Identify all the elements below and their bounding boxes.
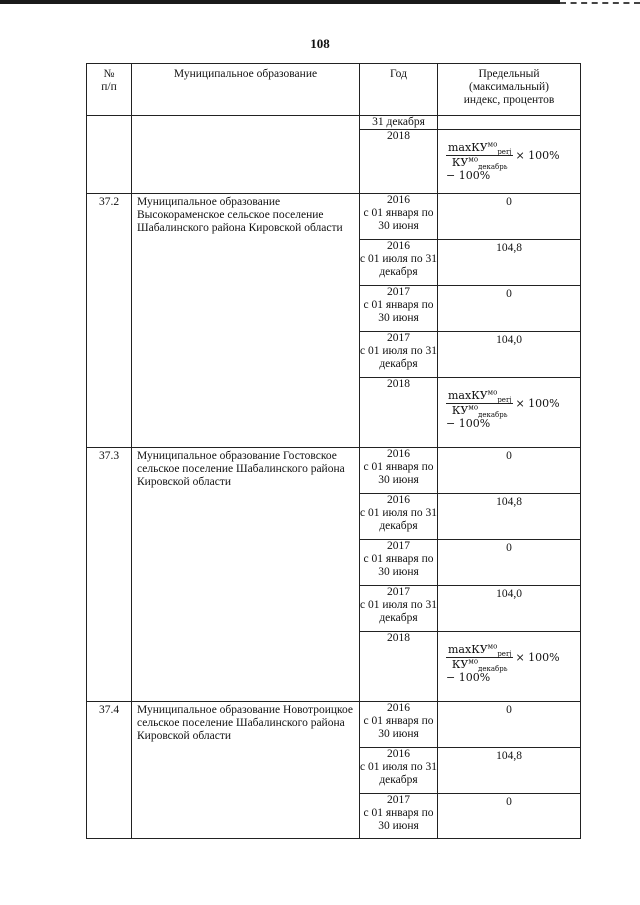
cell-municipality bbox=[132, 116, 360, 194]
year-period: с 01 июля по 31 декабря bbox=[360, 599, 437, 624]
cell-index: 0 bbox=[438, 794, 581, 839]
year-value: 2017 bbox=[387, 794, 410, 806]
cell-year bbox=[360, 130, 438, 194]
cell-year bbox=[360, 540, 438, 586]
cell-index bbox=[438, 116, 581, 130]
header-index: Предельный (максимальный) индекс, процентов bbox=[438, 64, 581, 116]
formula-num-sup: мо bbox=[487, 140, 498, 149]
header-municipality: Муниципальное образование bbox=[132, 64, 360, 116]
cell-municipality: Муниципальное образование Высокораменское сельское поселение Шабалинского района Кировской области bbox=[132, 194, 360, 448]
formula-den-sup: мо bbox=[468, 403, 479, 412]
year-value: 2016 bbox=[387, 448, 410, 460]
year-value: 2017 bbox=[387, 332, 410, 344]
cell-num: 37.4 bbox=[87, 702, 132, 839]
scan-top-edge bbox=[0, 0, 640, 6]
table-row bbox=[87, 194, 581, 240]
formula-times: × 100% bbox=[515, 396, 560, 410]
year-value: 2018 bbox=[387, 632, 410, 644]
year-period: с 01 января по 30 июня bbox=[363, 299, 434, 324]
formula-den-sub: декабрь bbox=[478, 411, 508, 420]
year-value: 2016 bbox=[387, 240, 410, 252]
year-value: 2016 bbox=[387, 702, 410, 714]
year-period: с 01 января по 30 июня bbox=[363, 715, 434, 740]
cell-municipality: Муниципальное образование Гостовское сельское поселение Шабалинского района Кировской области bbox=[132, 448, 360, 702]
index-formula bbox=[438, 634, 580, 684]
formula-numerator: maxКУ$^{мо}_{perj}$ bbox=[448, 642, 512, 659]
formula-num-sub: perj bbox=[497, 650, 512, 659]
cell-year bbox=[360, 240, 438, 286]
cell-municipality: Муниципальное образование Новотроицкое сельское поселение Шабалинского района Кировской области bbox=[132, 702, 360, 839]
year-period: 31 декабря bbox=[372, 116, 425, 128]
formula-times: × 100% bbox=[515, 650, 560, 664]
formula-den-sub: декабрь bbox=[478, 163, 508, 172]
cell-num bbox=[87, 116, 132, 194]
cell-year bbox=[360, 702, 438, 748]
formula-times: × 100% bbox=[515, 148, 560, 162]
cell-year bbox=[360, 448, 438, 494]
index-table bbox=[86, 63, 581, 839]
formula-fraction bbox=[446, 140, 513, 172]
cell-year bbox=[360, 748, 438, 794]
year-value: 2017 bbox=[387, 286, 410, 298]
formula-denominator: $КУ^{мо}_{декабрь}$ bbox=[451, 657, 508, 674]
year-value: 2018 bbox=[387, 130, 410, 142]
formula-den-sup: мо bbox=[468, 155, 479, 164]
year-period: с 01 июля по 31 декабря bbox=[360, 761, 437, 786]
cell-num: 37.3 bbox=[87, 448, 132, 702]
year-period: с 01 июля по 31 декабря bbox=[360, 507, 437, 532]
year-value: 2016 bbox=[387, 748, 410, 760]
cell-index: 0 bbox=[438, 540, 581, 586]
cell-year bbox=[360, 378, 438, 448]
year-value: 2016 bbox=[387, 494, 410, 506]
cell-year bbox=[360, 794, 438, 839]
cell-index: 0 bbox=[438, 702, 581, 748]
year-value: 2018 bbox=[387, 378, 410, 390]
cell-year bbox=[360, 494, 438, 540]
year-period: с 01 января по 30 июня bbox=[363, 207, 434, 232]
cell-index: 104,0 bbox=[438, 332, 581, 378]
cell-num: 37.2 bbox=[87, 194, 132, 448]
cell-year bbox=[360, 116, 438, 130]
index-formula bbox=[438, 132, 580, 182]
formula-den-sup: мо bbox=[468, 657, 479, 666]
year-period: с 01 января по 30 июня bbox=[363, 553, 434, 578]
cell-index: 0 bbox=[438, 286, 581, 332]
cell-year bbox=[360, 332, 438, 378]
formula-num-sup: мо bbox=[487, 388, 498, 397]
cell-index: 104,8 bbox=[438, 240, 581, 286]
year-period: с 01 января по 30 июня bbox=[363, 461, 434, 486]
table-row bbox=[87, 448, 581, 494]
cell-index: 0 bbox=[438, 448, 581, 494]
table-header-row bbox=[87, 64, 581, 116]
formula-denominator: $КУ^{мо}_{декабрь}$ bbox=[451, 403, 508, 420]
formula-den-sub: декабрь bbox=[478, 665, 508, 674]
year-value: 2017 bbox=[387, 586, 410, 598]
formula-fraction bbox=[446, 388, 513, 420]
cell-year bbox=[360, 586, 438, 632]
formula-minus: − 100% bbox=[446, 169, 491, 182]
index-formula bbox=[438, 380, 580, 430]
cell-year bbox=[360, 632, 438, 702]
formula-num-sup: мо bbox=[487, 642, 498, 651]
cell-index: 0 bbox=[438, 194, 581, 240]
cell-index: 104,8 bbox=[438, 748, 581, 794]
cell-index: 104,0 bbox=[438, 586, 581, 632]
formula-numerator: maxКУ$^{мо}_{perj}$ bbox=[448, 140, 512, 157]
page-number: 108 bbox=[310, 36, 330, 51]
header-num: № п/п bbox=[87, 64, 132, 116]
cell-index: 104,8 bbox=[438, 494, 581, 540]
header-year: Год bbox=[360, 64, 438, 116]
formula-num-sub: perj bbox=[497, 148, 512, 157]
formula-minus: − 100% bbox=[446, 671, 491, 684]
formula-minus: − 100% bbox=[446, 417, 491, 430]
cell-index bbox=[438, 378, 581, 448]
formula-fraction bbox=[446, 642, 513, 674]
scan-edge-dash bbox=[560, 2, 640, 4]
cell-index bbox=[438, 130, 581, 194]
table-row bbox=[87, 116, 581, 130]
cell-year bbox=[360, 194, 438, 240]
cell-year bbox=[360, 286, 438, 332]
scan-edge-dark bbox=[0, 0, 560, 4]
year-period: с 01 января по 30 июня bbox=[363, 807, 434, 832]
formula-numerator: maxКУ$^{мо}_{perj}$ bbox=[448, 388, 512, 405]
year-period: с 01 июля по 31 декабря bbox=[360, 253, 437, 278]
cell-index bbox=[438, 632, 581, 702]
formula-num-sub: perj bbox=[497, 396, 512, 405]
table-row bbox=[87, 702, 581, 748]
year-value: 2017 bbox=[387, 540, 410, 552]
formula-denominator: $КУ^{мо}_{декабрь}$ bbox=[451, 155, 508, 172]
year-period: с 01 июля по 31 декабря bbox=[360, 345, 437, 370]
year-value: 2016 bbox=[387, 194, 410, 206]
